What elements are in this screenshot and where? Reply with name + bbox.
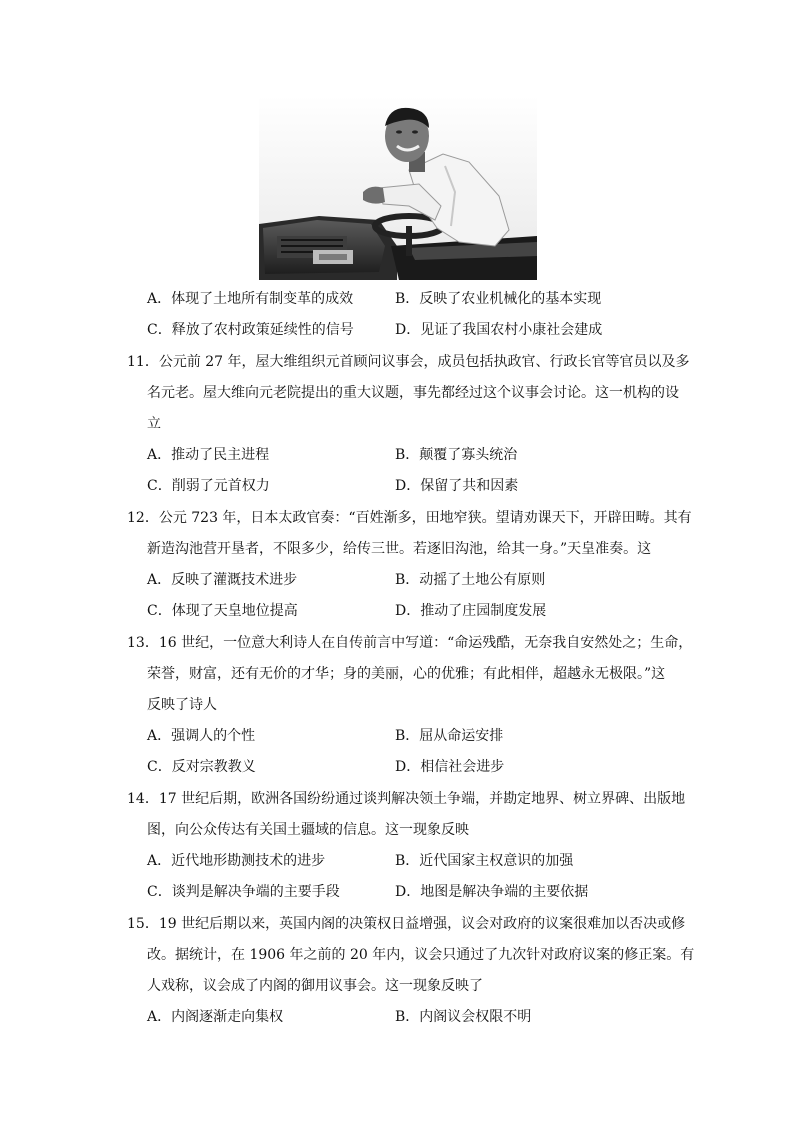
q14-stem-line-1: 14．17 世纪后期，欧洲各国纷纷通过谈判解决领土争端，并勘定地界、树立界碑、出版地 <box>127 791 686 807</box>
q10-option-b: B．反映了农业机械化的基本实现 <box>395 291 602 307</box>
q13-stem-line-3: 反映了诗人 <box>147 697 217 713</box>
q15-option-b: B．内阁议会权限不明 <box>395 1009 532 1025</box>
q10-option-c: C．释放了农村政策延续性的信号 <box>147 322 354 338</box>
q11-option-b: B．颠覆了寡头统治 <box>395 447 518 463</box>
q13-option-d: D．相信社会进步 <box>395 759 505 775</box>
q11-stem-line-1: 11．公元前 27 年，屋大维组织元首顾问议事会，成员包括执政官、行政长官等官员以及多 <box>127 354 690 370</box>
q13-option-b: B．屈从命运安排 <box>395 728 504 744</box>
q14-stem-line-2: 图，向公众传达有关国土疆域的信息。这一现象反映 <box>147 822 469 838</box>
q12-stem-line-2: 新造沟池营开垦者，不限多少，给传三世。若逐旧沟池，给其一身。”天皇准奏。这 <box>147 541 652 557</box>
q12-option-b: B．动摇了土地公有原则 <box>395 572 546 588</box>
q12-option-a: A．反映了灌溉技术进步 <box>147 572 298 588</box>
q13-option-c: C．反对宗教教义 <box>147 759 256 775</box>
q13-stem-line-1: 13．16 世纪，一位意大利诗人在自传前言中写道：“命运残酷，无奈我自安然处之；生命， <box>127 635 693 651</box>
q12-stem-line-1: 12．公元 723 年，日本太政官奏：“百姓渐多，田地窄狭。望请劝课天下，开辟田畴。其有 <box>127 510 692 526</box>
q11-stem-line-2: 名元老。屋大维向元老院提出的重大议题，事先都经过这个议事会讨论。这一机构的设 <box>147 385 679 401</box>
q14-option-a: A．近代地形勘测技术的进步 <box>147 853 326 869</box>
q12-option-d: D．推动了庄园制度发展 <box>395 603 547 619</box>
q15-stem-line-3: 人戏称，议会成了内阁的御用议事会。这一现象反映了 <box>147 978 483 994</box>
q11-stem-line-3: 立 <box>147 416 161 432</box>
q11-option-d: D．保留了共和因素 <box>395 478 519 494</box>
q15-stem-line-1: 15．19 世纪后期以来，英国内阁的决策权日益增强，议会对政府的议案很难加以否决或修 <box>127 916 686 932</box>
q15-option-a: A．内阁逐渐走向集权 <box>147 1009 284 1025</box>
tractor-driver-photo <box>259 96 537 280</box>
q11-option-a: A．推动了民主进程 <box>147 447 270 463</box>
q10-option-d: D．见证了我国农村小康社会建成 <box>395 322 603 338</box>
q14-option-b: B．近代国家主权意识的加强 <box>395 853 574 869</box>
q12-option-c: C．体现了天皇地位提高 <box>147 603 298 619</box>
q14-option-d: D．地图是解决争端的主要依据 <box>395 884 589 900</box>
q15-stem-line-2: 改。据统计，在 1906 年之前的 20 年内，议会只通过了九次针对政府议案的修正案。有 <box>147 947 695 963</box>
q13-stem-line-2: 荣誉，财富，还有无价的才华；身的美丽，心的优雅；有此相伴，超越永无极限。”这 <box>147 666 666 682</box>
q11-option-c: C．削弱了元首权力 <box>147 478 270 494</box>
q14-option-c: C．谈判是解决争端的主要手段 <box>147 884 340 900</box>
q13-option-a: A．强调人的个性 <box>147 728 256 744</box>
q10-option-a: A．体现了土地所有制变革的成效 <box>147 291 354 307</box>
